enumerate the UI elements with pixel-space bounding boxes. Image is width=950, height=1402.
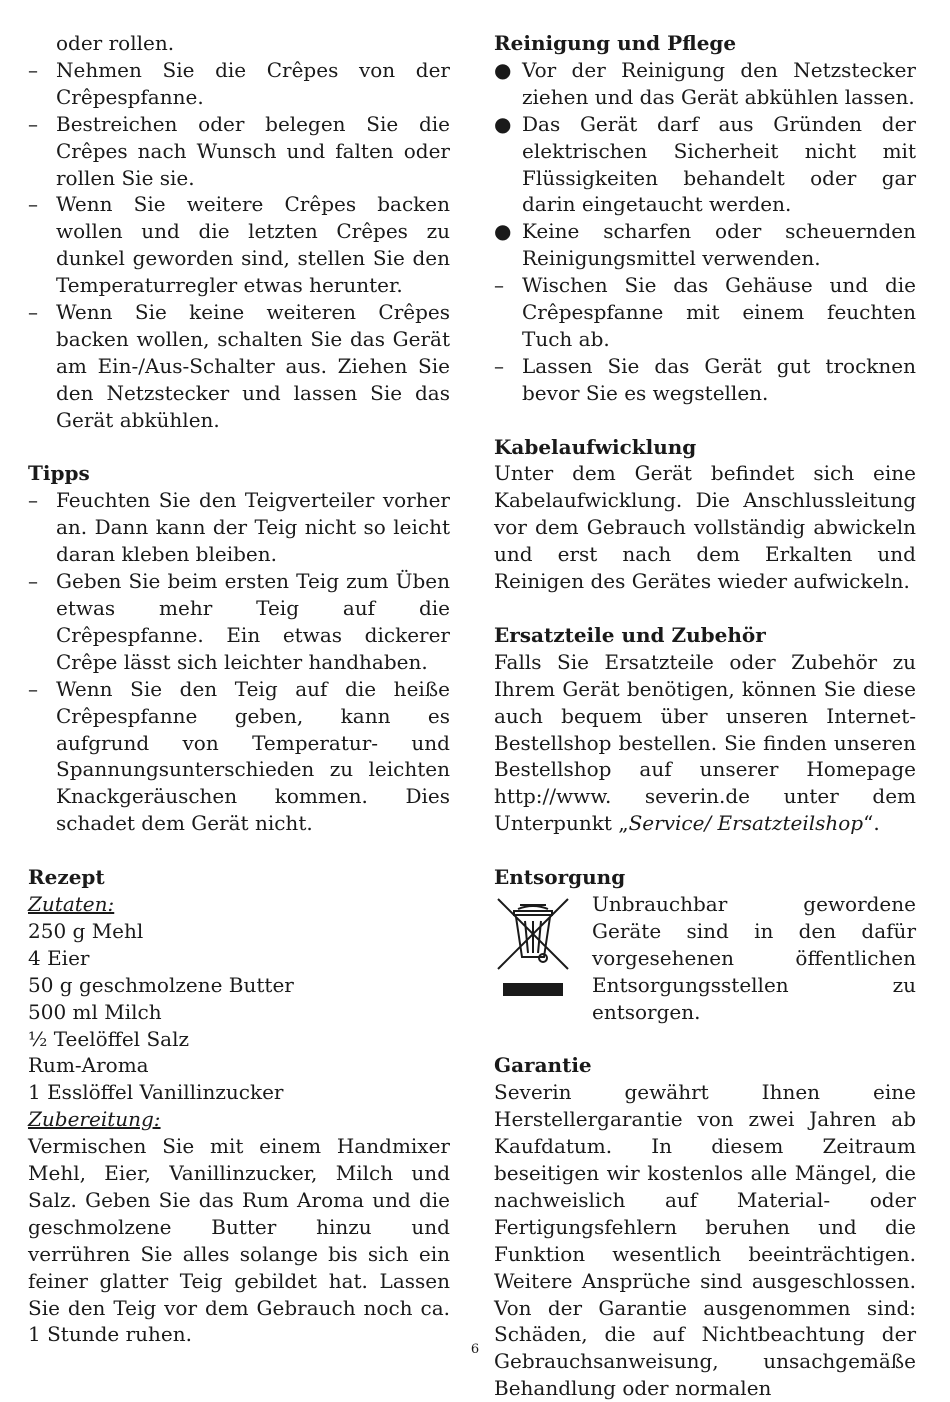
- dash-marker: –: [28, 192, 38, 217]
- bullet-marker: ●: [494, 111, 512, 136]
- list-item: – Feuchten Sie den Teigverteiler vorher an. Dann kann der Teig nicht so leicht daran kleben bleiben.: [28, 488, 450, 567]
- zubereitung-label: Zubereitung:: [28, 1107, 161, 1132]
- rezept-heading: Rezept: [28, 865, 105, 890]
- entsorgung-text: Unbrauchbar gewordene Geräte sind in den dafür vorgesehenen öffentlichen Entsorgungsstellen zu entsorgen.: [592, 891, 916, 1024]
- dash-marker: –: [28, 676, 38, 701]
- list-item: – Wenn Sie keine weiteren Crêpes backen wollen, schalten Sie das Gerät am Ein-/Aus-Schalter aus. Ziehen Sie den Netzstecker und lassen Sie das Gerät abkühlen.: [28, 300, 450, 432]
- ingredient-line: ½ Teelöffel Salz: [28, 1026, 189, 1051]
- zubereitung-text: Vermischen Sie mit einem Handmixer Mehl, Eier, Vanillinzucker, Milch und Salz. Geben Sie das Rum Aroma und die geschmolzene Butter hinzu und verrühren Sie alles solange bis sich ein feiner glatter Teig gebildet hat. Lassen Sie den Teig vor dem Gebrauch noch ca. 1 Stunde ruhen.: [28, 1134, 450, 1347]
- dash-marker: –: [28, 488, 38, 513]
- intro-continuation: oder rollen.: [56, 31, 175, 55]
- left-column: [28, 30, 450, 1348]
- right-column: [494, 30, 916, 1402]
- dash-marker: –: [494, 273, 504, 298]
- shop-link: Service/ Ersatzteilshop: [628, 811, 864, 836]
- kabel-heading: Kabelaufwicklung: [494, 434, 697, 459]
- dash-marker: –: [28, 300, 38, 325]
- ersatz-heading: Ersatzteile und Zubehör: [494, 622, 766, 647]
- entsorgung-heading: Entsorgung: [494, 865, 626, 890]
- tipps-heading: Tipps: [28, 461, 90, 486]
- list-item: – Wenn Sie weitere Crêpes backen wollen und die letzten Crêpes zu dunkel geworden sind, stellen Sie den Temperaturregler etwas herunter.: [28, 192, 450, 298]
- zutaten-label: Zutaten:: [28, 891, 115, 916]
- dash-marker: –: [494, 353, 504, 378]
- ingredient-line: 1 Esslöffel Vanillinzucker: [28, 1080, 284, 1105]
- list-item: ● Das Gerät darf aus Gründen der elektrischen Sicherheit nicht mit Flüssigkeiten behandelt oder gar darin eingetaucht werden.: [494, 111, 916, 217]
- ingredient-line: 4 Eier: [28, 945, 90, 970]
- list-item: – Geben Sie beim ersten Teig zum Üben etwas mehr Teig auf die Crêpespfanne. Ein etwas dickerer Crêpe lässt sich leichter handhaben.: [28, 569, 450, 674]
- reinigung-heading: Reinigung und Pflege: [494, 31, 737, 55]
- ersatz-text: Falls Sie Ersatzteile oder Zubehör zu Ihrem Gerät benötigen, können Sie diese auch bequem über unseren Internet-Bestellshop bestellen. Sie finden unseren Bestellshop auf unserer Homepage http://www. severin.de unter dem Unterpunkt „Service/ Ersatzteilshop“.: [494, 649, 916, 836]
- dash-marker: –: [28, 569, 38, 594]
- ingredient-line: 50 g geschmolzene Butter: [28, 972, 294, 997]
- bullet-marker: ●: [494, 219, 512, 244]
- entsorgung-block: [494, 891, 916, 1026]
- list-item: – Nehmen Sie die Crêpes von der Crêpespfanne.: [28, 57, 450, 109]
- dash-marker: –: [28, 57, 38, 82]
- garantie-heading: Garantie: [494, 1053, 592, 1078]
- page-number: 6: [470, 1342, 480, 1357]
- list-item: ● Keine scharfen oder scheuernden Reinigungsmittel verwenden.: [494, 219, 916, 271]
- list-item: – Wischen Sie das Gehäuse und die Crêpespfanne mit einem feuchten Tuch ab.: [494, 273, 916, 351]
- ingredient-line: Rum-Aroma: [28, 1053, 149, 1078]
- dash-marker: –: [28, 111, 38, 136]
- list-item: – Lassen Sie das Gerät gut trocknen bevor Sie es wegstellen.: [494, 353, 916, 405]
- crossed-bin-icon: [494, 891, 584, 1006]
- list-item: – Wenn Sie den Teig auf die heiße Crêpespfanne geben, kann es aufgrund von Temperatur- und Spannungsunterschieden zu leichten Knackgeräuschen kommen. Dies schadet dem Gerät nicht.: [28, 676, 450, 836]
- ingredient-line: 250 g Mehl: [28, 918, 144, 943]
- kabel-text: Unter dem Gerät befindet sich eine Kabelaufwicklung. Die Anschlussleitung vor dem Gebrauch vollständig abwickeln und erst nach dem Erkalten und Reinigen des Gerätes wieder aufwickeln.: [494, 461, 916, 594]
- list-item: ● Vor der Reinigung den Netzstecker ziehen und das Gerät abkühlen lassen.: [494, 57, 916, 109]
- bullet-marker: ●: [494, 57, 512, 82]
- list-item: – Bestreichen oder belegen Sie die Crêpes nach Wunsch und falten oder rollen Sie sie.: [28, 111, 450, 190]
- ingredient-line: 500 ml Milch: [28, 999, 162, 1024]
- garantie-text: Severin gewährt Ihnen eine Herstellergarantie von zwei Jahren ab Kaufdatum. In diesem Zeitraum beseitigen wir kostenlos alle Mängel, die nachweislich auf Material- oder Fertigungsfehlern beruhen und die Funktion wesentlich beeinträchtigen. Weitere Ansprüche sind ausgeschlossen. Von der Garantie ausgenommen sind: Schäden, die auf Nichtbeachtung der Gebrauchsanweisung, unsachgemäße Behandlung oder normalen: [494, 1080, 916, 1401]
